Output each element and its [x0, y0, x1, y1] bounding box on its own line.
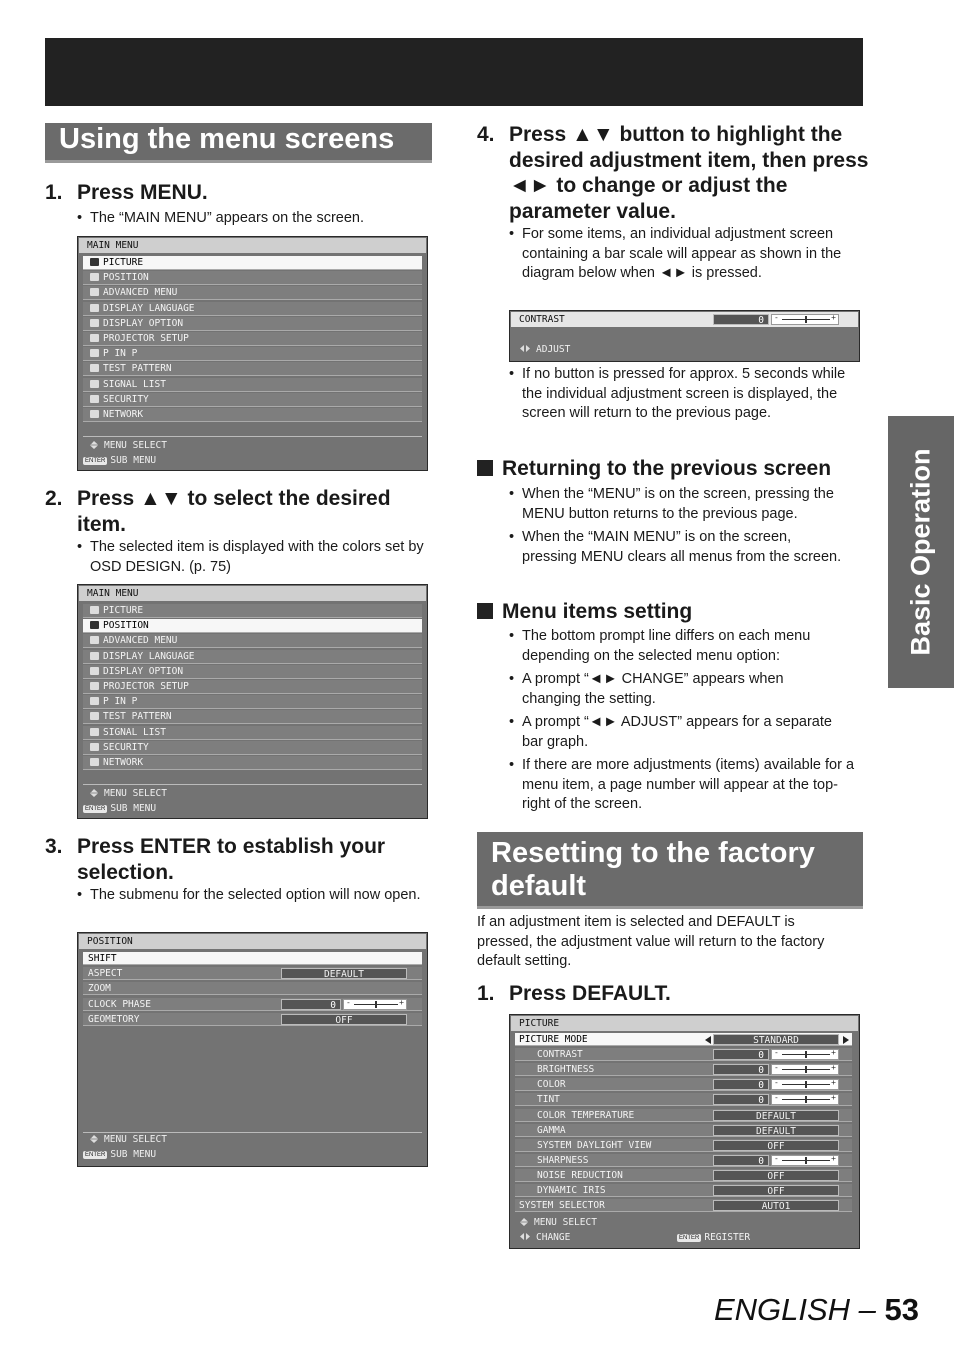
- footer-language: ENGLISH: [713, 1292, 851, 1327]
- menu-item-value: 0: [713, 1079, 769, 1090]
- bullet: [77, 538, 427, 577]
- menu-item-value: 0: [713, 1094, 769, 1105]
- menu-item-icon: [90, 304, 99, 312]
- menu-item-label: SECURITY: [103, 741, 149, 753]
- bullet-dot: •: [509, 366, 515, 382]
- step-title: Press ▲▼ to select the desired item.: [77, 487, 391, 536]
- bullet-text: The bottom prompt line differs on each menu depending on the selected menu option:: [522, 628, 811, 664]
- bullet: [509, 485, 864, 524]
- osd-menu-item: [83, 347, 422, 361]
- menu-item-label: SHIFT: [88, 953, 117, 964]
- menu-item-value: OFF: [713, 1140, 839, 1151]
- step-title: Press DEFAULT.: [509, 982, 671, 1005]
- osd-prompt: [83, 1149, 156, 1160]
- menu-item-label: SECURITY: [103, 393, 149, 405]
- adjust-bar: - +: [343, 999, 407, 1010]
- menu-item-label: BRIGHTNESS: [537, 1064, 595, 1076]
- register-prompt: [677, 1232, 750, 1243]
- adjust-bar: - +: [771, 1079, 839, 1090]
- menu-item-icon: [90, 667, 99, 675]
- bullet-text: The “MAIN MENU” appears on the screen.: [90, 210, 364, 226]
- menu-item-icon: [90, 380, 99, 388]
- osd-prompt: [83, 455, 156, 466]
- left-right-arrow-icon: [520, 1233, 530, 1240]
- osd-picture-menu-screen: [509, 1014, 860, 1249]
- menu-item-label: PICTURE MODE: [519, 1034, 588, 1045]
- osd-prompt: [90, 1134, 167, 1145]
- menu-item-icon: [90, 606, 99, 614]
- bullet-text: A prompt “◄► ADJUST” appears for a separate bar graph.: [522, 714, 832, 750]
- prompt-label: CHANGE: [536, 1232, 571, 1243]
- prompt-label: MENU SELECT: [104, 1134, 167, 1145]
- bullet: [509, 365, 864, 424]
- menu-item-icon: [90, 410, 99, 418]
- footer-dash: –: [850, 1292, 885, 1327]
- menu-item-icon: [90, 364, 99, 372]
- menu-item-icon: [90, 652, 99, 660]
- osd-prompt: [520, 1217, 597, 1228]
- menu-item-label: TINT: [537, 1094, 560, 1106]
- adjust-bar: - +: [771, 1049, 839, 1060]
- osd-contrast-adjust-screen: [509, 310, 860, 362]
- menu-item-value: AUTO1: [713, 1200, 839, 1211]
- menu-item-label: SIGNAL LIST: [103, 378, 166, 390]
- step-number: 3.: [45, 835, 63, 858]
- osd-menu-item: [83, 317, 422, 331]
- osd-prompt: [90, 788, 167, 799]
- menu-item-label: POSITION: [103, 620, 149, 632]
- menu-item-icon: [90, 395, 99, 403]
- menu-item-icon: [90, 712, 99, 720]
- menu-item-icon: [90, 621, 99, 629]
- menu-item-label: CLOCK PHASE: [88, 998, 151, 1010]
- menu-item-value: 0: [713, 1155, 769, 1166]
- bullet: [77, 886, 427, 906]
- right-arrow-icon: [843, 1036, 849, 1044]
- bullet-text: When the “MAIN MENU” is on the screen, pressing MENU clears all menus from the screen.: [522, 529, 842, 565]
- step-1-heading: [45, 180, 430, 206]
- osd-menu-item: [83, 393, 422, 407]
- step-title: Press ENTER to establish your selection.: [77, 835, 386, 884]
- osd-menu-item: [83, 378, 422, 392]
- adjust-prompt: [520, 344, 570, 355]
- prompt-label: MENU SELECT: [534, 1217, 597, 1228]
- osd-menu-item: [83, 665, 422, 679]
- bullet-text: The selected item is displayed with the colors set by OSD DESIGN. (p. 75): [90, 539, 424, 575]
- menu-item-label: ADVANCED MENU: [103, 635, 178, 647]
- step-2-heading: [45, 486, 430, 537]
- menu-item-label: POSITION: [103, 272, 149, 284]
- menu-item-value: DEFAULT: [713, 1125, 839, 1136]
- osd-menu-item: [83, 302, 422, 316]
- bullet: [509, 627, 864, 666]
- step-number: 1.: [45, 181, 63, 204]
- bullet-dot: •: [77, 539, 83, 555]
- enter-key-icon: ENTER: [85, 806, 106, 812]
- up-down-arrow-icon: [90, 441, 98, 449]
- menu-item-label: SHARPNESS: [537, 1154, 589, 1166]
- osd-title: MAIN MENU: [79, 586, 426, 601]
- subheading-text: Menu items setting: [502, 600, 693, 623]
- menu-item-label: GAMMA: [537, 1124, 566, 1136]
- menu-item-value: OFF: [281, 1014, 407, 1025]
- osd-menu-item: [83, 604, 422, 618]
- adjust-bar: - +: [771, 1094, 839, 1105]
- osd-main-menu-screen: [77, 236, 428, 471]
- menu-item-icon: [90, 743, 99, 751]
- step-number: 1.: [477, 982, 495, 1005]
- subheading-text: Returning to the previous screen: [502, 457, 832, 480]
- bullet-text: For some items, an individual adjustment screen containing a bar scale will appear as shown in the diagram below when ◄► is pressed.: [522, 226, 842, 281]
- square-bullet-icon: [477, 460, 493, 476]
- osd-menu-item: [83, 362, 422, 376]
- step-title: Press MENU.: [77, 181, 208, 204]
- osd-menu-item: [83, 408, 422, 422]
- menu-item-icon: [90, 697, 99, 705]
- page-number: [714, 1292, 919, 1328]
- osd-menu-item: [83, 741, 422, 755]
- menu-item-label: P IN P: [103, 696, 138, 708]
- adjust-label: ADJUST: [536, 344, 571, 355]
- osd-menu-item: [83, 256, 422, 270]
- bullet: [509, 225, 854, 284]
- adjust-bar: - +: [771, 1155, 839, 1166]
- prompt-label: MENU SELECT: [104, 788, 167, 799]
- menu-item-icon: [90, 758, 99, 766]
- bullet-dot: •: [77, 210, 83, 226]
- bullet-dot: •: [509, 628, 515, 644]
- osd-menu-item: [83, 650, 422, 664]
- menu-item-value: 0: [713, 1049, 769, 1060]
- menu-item-label: ASPECT: [88, 968, 123, 980]
- reset-paragraph: If an adjustment item is selected and DEFAULT is pressed, the adjustment value will return to the factory default setting.: [477, 914, 825, 969]
- menu-item-label: GEOMETORY: [88, 1013, 140, 1025]
- header-bar: [45, 38, 863, 106]
- menu-item-label: DYNAMIC IRIS: [537, 1185, 606, 1196]
- enter-key-icon: ENTER: [679, 1235, 700, 1241]
- menu-item-label: COLOR TEMPERATURE: [537, 1109, 635, 1121]
- bullet-dot: •: [509, 486, 515, 502]
- osd-divider: [83, 436, 422, 437]
- contrast-label: CONTRAST: [519, 314, 565, 325]
- bullet-dot: •: [509, 714, 515, 730]
- menu-item-value: OFF: [713, 1170, 839, 1181]
- bullet: [509, 670, 839, 709]
- contrast-value: 0: [713, 314, 769, 325]
- bullet-dot: •: [509, 757, 515, 773]
- osd-menu-item: [83, 756, 422, 770]
- menu-item-label: P IN P: [103, 348, 138, 360]
- menu-item-label: SYSTEM DAYLIGHT VIEW: [537, 1139, 652, 1151]
- reset-step-1-heading: [477, 981, 862, 1007]
- up-down-arrow-icon: [520, 1218, 528, 1226]
- bullet-text: If no button is pressed for approx. 5 seconds while the individual adjustment screen is displayed, the screen will return to the previous page.: [522, 366, 846, 421]
- menu-item-label: ADVANCED MENU: [103, 287, 178, 299]
- menu-item-value: STANDARD: [713, 1034, 839, 1045]
- osd-divider: [83, 784, 422, 785]
- osd-prompt: [90, 440, 167, 451]
- osd-menu-item: [83, 271, 422, 285]
- menu-item-label: PICTURE: [103, 257, 144, 268]
- menu-item-label: TEST PATTERN: [103, 711, 172, 723]
- side-tab-label: Basic Operation: [905, 448, 936, 656]
- osd-menu-item: [83, 695, 422, 709]
- osd-divider: [83, 1132, 422, 1133]
- enter-key-icon: ENTER: [85, 458, 106, 464]
- section-title-reset: Resetting to the factory default: [477, 832, 863, 909]
- osd-menu-item: [83, 982, 422, 995]
- square-bullet-icon: [477, 603, 493, 619]
- menu-item-label: ZOOM: [88, 983, 111, 995]
- bullet-text: A prompt “◄► CHANGE” appears when changing the setting.: [522, 671, 784, 707]
- bullet: [509, 713, 839, 752]
- menu-items-heading: [477, 599, 877, 625]
- menu-item-icon: [90, 682, 99, 690]
- left-right-arrow-icon: [520, 345, 530, 352]
- menu-item-label: DISPLAY LANGUAGE: [103, 302, 195, 314]
- menu-item-label: DISPLAY OPTION: [103, 317, 184, 329]
- bullet-dot: •: [509, 529, 515, 545]
- step-4-heading: [477, 122, 872, 224]
- osd-menu-item: [83, 710, 422, 724]
- menu-item-icon: [90, 349, 99, 357]
- osd-menu-item: [83, 332, 422, 346]
- menu-item-icon: [90, 273, 99, 281]
- menu-item-label: NOISE REDUCTION: [537, 1169, 623, 1181]
- osd-main-menu-screen-position-selected: [77, 584, 428, 819]
- menu-item-label: NETWORK: [103, 757, 144, 768]
- side-tab: [888, 416, 954, 688]
- osd-prompt: [520, 1232, 570, 1243]
- menu-item-label: COLOR: [537, 1079, 566, 1091]
- menu-item-icon: [90, 319, 99, 327]
- up-down-arrow-icon: [90, 1135, 98, 1143]
- menu-item-label: NETWORK: [103, 409, 144, 420]
- up-down-arrow-icon: [90, 789, 98, 797]
- osd-menu-item: [83, 680, 422, 694]
- bullet: [509, 756, 864, 815]
- step-3-heading: [45, 834, 430, 885]
- menu-item-label: DISPLAY LANGUAGE: [103, 650, 195, 662]
- osd-title: POSITION: [79, 934, 426, 949]
- menu-item-label: TEST PATTERN: [103, 363, 172, 375]
- menu-item-value: 0: [281, 999, 341, 1010]
- menu-item-label: PICTURE: [103, 605, 144, 616]
- menu-item-value: OFF: [713, 1185, 839, 1196]
- menu-item-icon: [90, 334, 99, 342]
- osd-menu-item: [83, 286, 422, 300]
- menu-item-label: DISPLAY OPTION: [103, 665, 184, 677]
- footer-page-number: 53: [884, 1292, 919, 1327]
- osd-menu-item: [83, 634, 422, 648]
- menu-item-label: SIGNAL LIST: [103, 726, 166, 738]
- osd-prompt: [83, 803, 156, 814]
- osd-title: MAIN MENU: [79, 238, 426, 253]
- prompt-label: SUB MENU: [110, 455, 157, 466]
- returning-heading: [477, 456, 877, 482]
- osd-title: PICTURE: [511, 1016, 858, 1031]
- osd-menu-item: [83, 619, 422, 633]
- osd-menu-item: [83, 952, 422, 965]
- menu-item-icon: [90, 258, 99, 266]
- osd-menu-item: [83, 726, 422, 740]
- contrast-bar: - +: [771, 314, 839, 325]
- bullet-dot: •: [509, 671, 515, 687]
- menu-item-value: DEFAULT: [713, 1110, 839, 1121]
- left-arrow-icon: [705, 1036, 711, 1044]
- enter-key-icon: ENTER: [85, 1152, 106, 1158]
- menu-item-label: PROJECTOR SETUP: [103, 681, 189, 692]
- bullet-text: When the “MENU” is on the screen, pressing the MENU button returns to the previous page.: [522, 486, 834, 522]
- menu-item-icon: [90, 288, 99, 296]
- menu-item-icon: [90, 728, 99, 736]
- step-title: Press ▲▼ button to highlight the desired adjustment item, then press ◄► to change or adjust the parameter value.: [509, 123, 869, 223]
- prompt-label: MENU SELECT: [104, 440, 167, 451]
- menu-item-value: 0: [713, 1064, 769, 1075]
- bullet-dot: •: [77, 887, 83, 903]
- menu-item-label: CONTRAST: [537, 1049, 583, 1061]
- bullet-dot: •: [509, 226, 515, 242]
- osd-position-submenu-screen: [77, 932, 428, 1167]
- prompt-label: SUB MENU: [110, 1149, 157, 1160]
- prompt-label: SUB MENU: [110, 803, 157, 814]
- bullet-text: The submenu for the selected option will now open.: [90, 887, 421, 903]
- prompt-label: REGISTER: [704, 1232, 751, 1243]
- bullet-text: If there are more adjustments (items) available for a menu item, a page number will appear at the top-right of the screen.: [522, 757, 855, 812]
- step-number: 4.: [477, 123, 495, 146]
- section-title-menu-screens: Using the menu screens: [45, 123, 432, 163]
- menu-item-label: PROJECTOR SETUP: [103, 333, 189, 344]
- bullet: [509, 528, 844, 567]
- step-number: 2.: [45, 487, 63, 510]
- menu-item-label: SYSTEM SELECTOR: [519, 1200, 605, 1212]
- adjust-bar: - +: [771, 1064, 839, 1075]
- menu-item-icon: [90, 636, 99, 644]
- menu-item-value: DEFAULT: [281, 968, 407, 979]
- bullet: [77, 209, 427, 229]
